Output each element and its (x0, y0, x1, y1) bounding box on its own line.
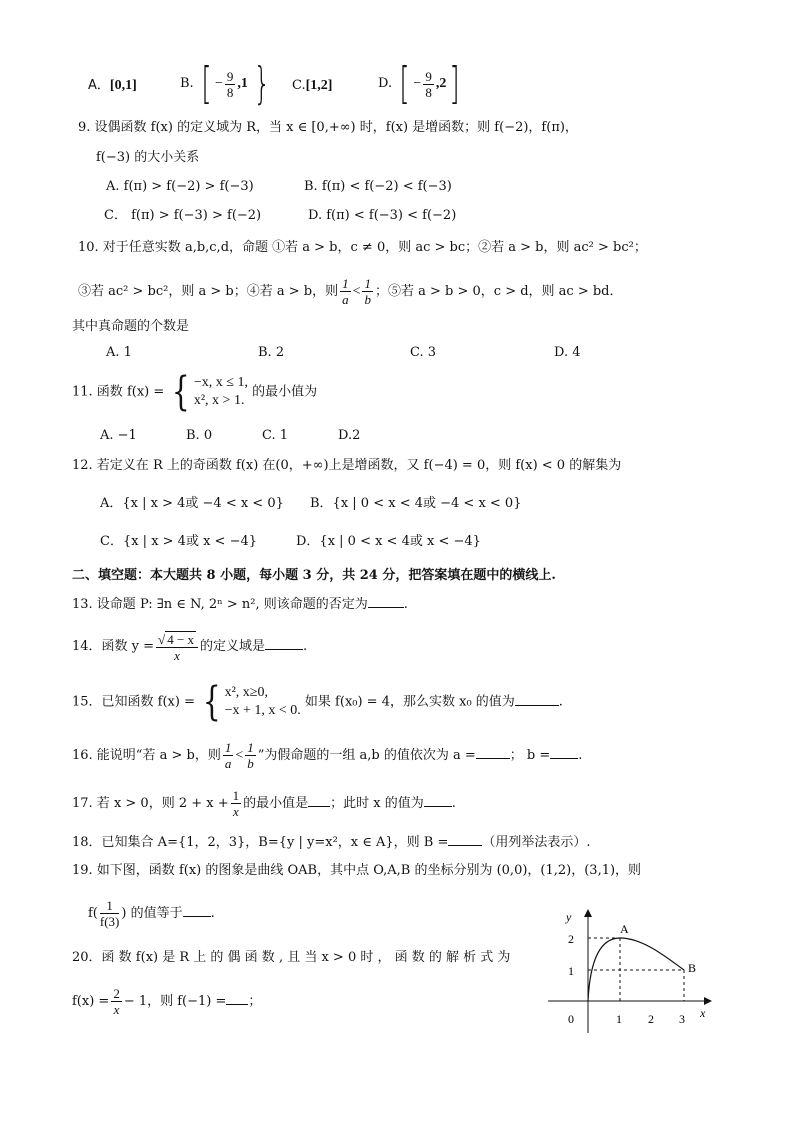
q17-fraction (231, 788, 242, 819)
q11-option-a: A. −1 (100, 428, 137, 443)
q10-option-d: D. 4 (554, 345, 581, 360)
left-bracket: [ (399, 58, 410, 109)
q10-frac-1b (362, 276, 373, 307)
function-graph (548, 905, 728, 1040)
q15-case2: −x + 1, x < 0. (224, 702, 301, 718)
q17-suffix: 的最小值是 (243, 796, 309, 811)
x-tick-2: 2 (648, 1012, 654, 1026)
q10-option-a: A. 1 (106, 345, 132, 360)
q10-frac-1a (340, 276, 351, 307)
q8-d-den: 8 (425, 84, 432, 100)
q8-option-c-label: C. (292, 78, 306, 93)
q16-tail: ； b = (509, 748, 551, 763)
q8-b-fraction (225, 69, 236, 100)
point-a-label: A (620, 922, 629, 936)
q9-line2: f(−3) 的大小关系 (96, 150, 200, 165)
x-axis-label: x (700, 1006, 706, 1020)
x-tick-1: 1 (616, 1012, 622, 1026)
q18-text: 18．已知集合 A={1，2，3}，B={y | y=x²，x ∈ A}，则 B = (72, 835, 449, 850)
right-brace: } (253, 58, 271, 109)
q13-blank (368, 595, 404, 608)
q10-line1: 10. 对于任意实数 a,b,c,d，命题 ①若 a > b，c ≠ 0，则 ac > bc；②若 a > b，则 ac² > bc²； (78, 240, 647, 255)
q8-d-fraction (423, 69, 434, 100)
q14-blank (265, 637, 303, 650)
q8-option-a-text: [0,1] (109, 78, 137, 93)
q9-line1: 9. 设偶函数 f(x) 的定义域为 R，当 x ∈ [0,+∞) 时，f(x) 是增函数；则 f(−2)，f(π)， (78, 120, 578, 135)
q14-den: x (174, 647, 180, 663)
q20-line2 (72, 980, 261, 1024)
q20-suffix: − 1，则 f(−1) = (123, 994, 227, 1009)
q17-num: 1 (232, 788, 240, 803)
q8-b-den: 8 (226, 84, 234, 100)
q17-mid: ；此时 x 的值为 (330, 796, 424, 811)
q11-suffix: 的最小值为 (252, 384, 318, 400)
point-b-label: B (688, 961, 697, 975)
left-bracket: [ (201, 58, 212, 109)
y-tick-2: 2 (568, 932, 574, 946)
q10-line2-b: ；⑤若 a > b > 0，c > d，则 ac > bd． (374, 284, 623, 299)
q10-line3: 其中真命题的个数是 (72, 319, 190, 334)
q16-den2: b (247, 756, 254, 771)
q8-option-c-text: [1,2] (305, 78, 333, 93)
q8-option-a-label: A． (88, 78, 110, 93)
q9-option-d: D. f(π) < f(−3) < f(−2) (308, 208, 457, 223)
q11-case2: x², x > 1. (193, 392, 245, 408)
q11-case1: −x, x ≤ 1, (193, 374, 248, 390)
q19-prefix: f( (88, 906, 98, 921)
q12-line1: 12. 若定义在 R 上的奇函数 f(x) 在(0，+∞)上是增函数，又 f(−4) = 0，则 f(x) < 0 的解集为 (72, 458, 622, 473)
q19-suffix: ) 的值等于 (121, 906, 183, 921)
q16-blank-b (550, 746, 578, 759)
q12-option-c: C．{x | x > 4或 x < −4} (100, 534, 258, 549)
q16-frac-a (223, 740, 234, 771)
q17-line (72, 782, 456, 826)
q20-end: ； (248, 994, 262, 1009)
q8-option-b: B. [ − $\frac{9}{8}$ ,1 } (180, 58, 271, 109)
section2-heading: 二、填空题：本大题共 8 小题，每小题 3 分，共 24 分，把答案填在题中的横线上. (72, 568, 556, 583)
q14-line: 14．函数 y = $\frac{√ 4 - x}{x}$ 的定义域是 . (72, 631, 308, 663)
q17-blank-a (308, 794, 330, 807)
x-tick-3: 3 (679, 1012, 685, 1026)
q8-d-tail: ,2 (435, 76, 447, 91)
q20-num: 2 (113, 986, 120, 1001)
q9-option-c: C． f(π) > f(−3) > f(−2) (104, 208, 262, 223)
q16-prefix: 16. 能说明“若 a > b，则 (72, 748, 221, 763)
q10-frac1-num: 1 (342, 276, 349, 291)
q17-den: x (232, 804, 239, 819)
y-axis-label: y (566, 910, 572, 924)
q14-prefix: 14．函数 y = (72, 639, 155, 654)
q16-den1: a (224, 756, 232, 771)
q8-option-b-label: B. (180, 76, 194, 91)
q11-option-c: C. 1 (262, 428, 289, 443)
q12-option-a: A．{x | x > 4或 −4 < x < 0} (100, 496, 284, 511)
q14-suffix: 的定义域是 (200, 639, 266, 654)
q15-line: 15．已知函数 f(x) = { x², x≥0, −x + 1, x < 0. 如果 f(x₀) = 4，那么实数 x₀ 的值为 . (72, 678, 563, 725)
q11-line (72, 370, 317, 415)
q18-blank (448, 833, 482, 846)
q14-fraction: $\frac{√ 4 - x}{x}$ (156, 631, 198, 663)
q8-option-a (88, 76, 137, 96)
q15-case1: x², x≥0, (224, 684, 268, 700)
q8-option-c (292, 76, 332, 96)
q16-frac-b (245, 740, 256, 771)
q11-prefix: 11. 函数 f(x) = (72, 384, 165, 400)
q11-option-b: B. 0 (186, 428, 213, 443)
q18-line (72, 833, 591, 853)
origin-label: 0 (568, 1012, 574, 1026)
q19-line1: 19. 如下图，函数 f(x) 的图象是曲线 OAB，其中点 O,A,B 的坐标分别为 (0,0)，(1,2)，(3,1)，则 (72, 863, 642, 878)
q19-den: f(3) (99, 914, 120, 929)
q15-suffix: 如果 f(x₀) = 4，那么实数 x₀ 的值为 (304, 694, 515, 710)
q18-suffix: （用列举法表示）. (482, 835, 591, 850)
q10-frac1-den: a (342, 292, 349, 307)
q16-blank-a (476, 746, 510, 759)
q8-option-d-label: D. (378, 76, 393, 91)
q19-blank (183, 904, 211, 917)
q10-frac2-num: 1 (364, 276, 371, 291)
q16-end: . (578, 748, 583, 763)
q20-prefix: f(x) = (72, 994, 110, 1009)
q20-fraction (111, 986, 122, 1017)
q17-end: . (451, 796, 456, 811)
q14-num: 4 − x (167, 631, 195, 647)
q10-option-b: B. 2 (258, 345, 285, 360)
q15-blank (515, 693, 559, 706)
q13-text: 13. 设命题 P: ∃n ∈ N, 2ⁿ > n², 则该命题的否定为 (72, 597, 368, 612)
q20-den: x (113, 1002, 120, 1017)
q11-piecewise: { −x, x ≤ 1, x², x > 1. (172, 368, 248, 415)
q11-option-d: D.2 (338, 428, 361, 443)
y-tick-1: 1 (568, 964, 574, 978)
q10-line2: ③若 ac² > bc²，则 a > b；④若 a > b，则 $\frac{1}{a}$ < $\frac{1}{b}$ ；⑤若 a > b > 0，c > d，则 ac > bd． (78, 276, 623, 307)
q10-frac2-den: b (364, 292, 371, 307)
q10-line2-a: ③若 ac² > bc²，则 a > b；④若 a > b，则 (78, 284, 339, 299)
q16-mid: ”为假命题的一组 a,b 的值依次为 a = (257, 748, 476, 763)
q9-option-a: A. f(π) > f(−2) > f(−3) (106, 179, 254, 194)
q19-fraction (100, 898, 120, 929)
q10-option-c: C. 3 (410, 345, 437, 360)
q17-prefix: 17. 若 x > 0，则 2 + x + (72, 796, 229, 811)
q8-d-num: 9 (425, 68, 432, 84)
q15-piecewise: { x², x≥0, −x + 1, x < 0. (202, 678, 301, 725)
q20-blank (226, 992, 248, 1005)
q16-line: 16. 能说明“若 a > b，则 $\frac{1}{a}$ < $\frac{1}{b}$ ”为假命题的一组 a,b 的值依次为 a = ； b = . (72, 740, 583, 771)
q16-num1: 1 (224, 740, 232, 755)
q8-b-tail: ,1 (237, 76, 248, 91)
q12-option-d: D．{x | 0 < x < 4或 x < −4} (296, 534, 481, 549)
right-bracket: ] (449, 58, 461, 109)
q16-num2: 1 (247, 740, 254, 755)
q17-blank-b (424, 794, 452, 807)
q8-b-num: 9 (226, 68, 234, 84)
q13-line: 13. 设命题 P: ∃n ∈ N, 2ⁿ > n², 则该命题的否定为 . (72, 597, 408, 612)
q12-option-b: B．{x | 0 < x < 4或 −4 < x < 0} (310, 496, 522, 511)
q19-line2: f( $\frac{1}{f(3)}$ ) 的值等于 . (88, 898, 215, 929)
q8-option-d: D. [ − $\frac{9}{8}$ ,2] (378, 58, 461, 109)
q15-prefix: 15．已知函数 f(x) = (72, 694, 195, 710)
q20-line1: 20．函 数 f(x) 是 R 上 的 偶 函 数 , 且 当 x > 0 时 ， 函 数 的 解 析 式 为 (72, 950, 511, 965)
q9-option-b: B. f(π) < f(−2) < f(−3) (304, 179, 452, 194)
q19-num: 1 (100, 898, 120, 914)
